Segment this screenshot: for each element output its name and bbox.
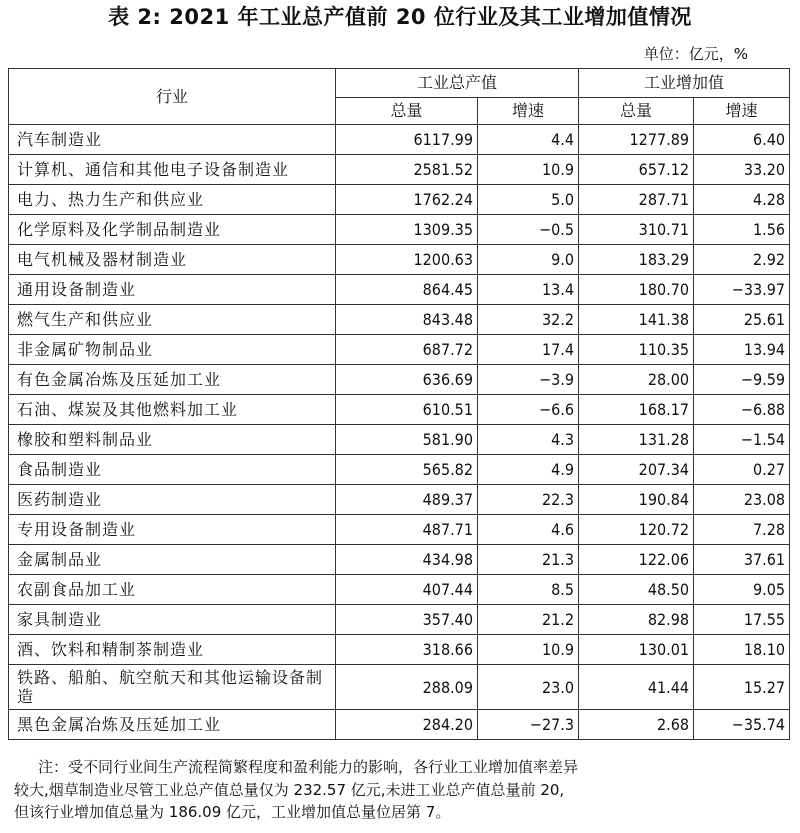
industry-name: 金属制品业	[9, 545, 336, 575]
output-growth: −3.9	[478, 365, 579, 395]
va-growth: 37.61	[694, 545, 790, 575]
output-total: 357.40	[336, 605, 478, 635]
va-total: 310.71	[579, 215, 694, 245]
va-growth: 0.27	[694, 455, 790, 485]
output-growth: 8.5	[478, 575, 579, 605]
output-total: 318.66	[336, 635, 478, 665]
industry-name: 计算机、通信和其他电子设备制造业	[9, 155, 336, 185]
industry-name: 石油、煤炭及其他燃料加工业	[9, 395, 336, 425]
output-total: 284.20	[336, 710, 478, 740]
industry-name: 酒、饮料和精制茶制造业	[9, 635, 336, 665]
output-growth: 4.4	[478, 125, 579, 155]
industry-name: 医药制造业	[9, 485, 336, 515]
output-total: 487.71	[336, 515, 478, 545]
va-total: 657.12	[579, 155, 694, 185]
output-total: 610.51	[336, 395, 478, 425]
industry-name: 家具制造业	[9, 605, 336, 635]
industry-name: 橡胶和塑料制品业	[9, 425, 336, 455]
table-row	[9, 395, 790, 425]
output-total: 864.45	[336, 275, 478, 305]
industry-name: 电力、热力生产和供应业	[9, 185, 336, 215]
footnote-line: 较大,烟草制造业尽管工业总产值总量仅为 232.57 亿元,未进工业总产值总量前 20,	[14, 780, 565, 799]
output-growth: 21.3	[478, 545, 579, 575]
table-row	[9, 575, 790, 605]
va-total: 122.06	[579, 545, 694, 575]
output-growth: 21.2	[478, 605, 579, 635]
table-row	[9, 635, 790, 665]
va-growth: 9.05	[694, 575, 790, 605]
table-row	[9, 245, 790, 275]
table-row	[9, 365, 790, 395]
va-growth: 18.10	[694, 635, 790, 665]
footnote-line: 但该行业增加值总量为 186.09 亿元，工业增加值总量位居第 7。	[14, 803, 451, 821]
output-total: 2581.52	[336, 155, 478, 185]
output-growth: 13.4	[478, 275, 579, 305]
output-growth: −27.3	[478, 710, 579, 740]
value-added-header: 工业增加值	[579, 69, 790, 98]
output-growth: 32.2	[478, 305, 579, 335]
va-growth: 13.94	[694, 335, 790, 365]
output-total: 6117.99	[336, 125, 478, 155]
output-total: 843.48	[336, 305, 478, 335]
table-row	[9, 215, 790, 245]
va-total: 141.38	[579, 305, 694, 335]
va-growth: 17.55	[694, 605, 790, 635]
va-total: 41.44	[579, 665, 694, 710]
output-total: 1762.24	[336, 185, 478, 215]
industry-name: 汽车制造业	[9, 125, 336, 155]
industry-name: 铁路、船舶、航空航天和其他运输设备制造	[9, 665, 336, 710]
output-total: 407.44	[336, 575, 478, 605]
va-growth: −33.97	[694, 275, 790, 305]
output-total: 565.82	[336, 455, 478, 485]
footnote	[14, 756, 784, 824]
output-total: 687.72	[336, 335, 478, 365]
va-growth: −9.59	[694, 365, 790, 395]
table-row	[9, 185, 790, 215]
va-growth: 2.92	[694, 245, 790, 275]
va-growth: 7.28	[694, 515, 790, 545]
output-growth: −6.6	[478, 395, 579, 425]
output-growth: 5.0	[478, 185, 579, 215]
industry-name: 食品制造业	[9, 455, 336, 485]
industry-name: 燃气生产和供应业	[9, 305, 336, 335]
industry-name: 电气机械及器材制造业	[9, 245, 336, 275]
table-row	[9, 125, 790, 155]
table-row	[9, 485, 790, 515]
output-growth: 4.9	[478, 455, 579, 485]
table-title: 表 2: 2021 年工业总产值前 20 位行业及其工业增加值情况	[108, 5, 692, 29]
table-row	[9, 155, 790, 185]
output-total: 1309.35	[336, 215, 478, 245]
output-growth: 4.3	[478, 425, 579, 455]
output-total: 288.09	[336, 665, 478, 710]
output-total: 489.37	[336, 485, 478, 515]
va-total: 1277.89	[579, 125, 694, 155]
table-row	[9, 275, 790, 305]
output-total: 581.90	[336, 425, 478, 455]
output-growth: 17.4	[478, 335, 579, 365]
output-total: 636.69	[336, 365, 478, 395]
va-total-header: 总量	[579, 98, 694, 125]
table-row	[9, 425, 790, 455]
va-growth: 4.28	[694, 185, 790, 215]
va-growth: 6.40	[694, 125, 790, 155]
va-growth: 33.20	[694, 155, 790, 185]
output-growth: 4.6	[478, 515, 579, 545]
industry-name: 农副食品加工业	[9, 575, 336, 605]
va-growth: −6.88	[694, 395, 790, 425]
output-growth: 10.9	[478, 155, 579, 185]
output-growth: −0.5	[478, 215, 579, 245]
output-total: 1200.63	[336, 245, 478, 275]
va-growth: −1.54	[694, 425, 790, 455]
va-total: 131.28	[579, 425, 694, 455]
table-row	[9, 545, 790, 575]
output-growth: 9.0	[478, 245, 579, 275]
va-total: 110.35	[579, 335, 694, 365]
va-total: 120.72	[579, 515, 694, 545]
va-total: 48.50	[579, 575, 694, 605]
output-total-header: 总量	[336, 98, 478, 125]
output-growth: 23.0	[478, 665, 579, 710]
va-growth-header: 增速	[694, 98, 790, 125]
industry-name: 黑色金属冶炼及压延加工业	[9, 710, 336, 740]
va-total: 2.68	[579, 710, 694, 740]
industry-name: 专用设备制造业	[9, 515, 336, 545]
table-row	[9, 605, 790, 635]
output-total: 434.98	[336, 545, 478, 575]
va-growth: −35.74	[694, 710, 790, 740]
va-total: 28.00	[579, 365, 694, 395]
va-total: 190.84	[579, 485, 694, 515]
va-growth: 25.61	[694, 305, 790, 335]
va-total: 180.70	[579, 275, 694, 305]
table-row	[9, 665, 790, 710]
industry-name: 通用设备制造业	[9, 275, 336, 305]
va-total: 130.01	[579, 635, 694, 665]
gross-output-header: 工业总产值	[336, 69, 579, 98]
table-row	[9, 305, 790, 335]
va-total: 287.71	[579, 185, 694, 215]
va-growth: 15.27	[694, 665, 790, 710]
va-total: 207.34	[579, 455, 694, 485]
output-growth: 22.3	[478, 485, 579, 515]
va-growth: 1.56	[694, 215, 790, 245]
industry-name: 非金属矿物制品业	[9, 335, 336, 365]
va-total: 183.29	[579, 245, 694, 275]
output-growth: 10.9	[478, 635, 579, 665]
table-row	[9, 455, 790, 485]
footnote-line: 注：受不同行业间生产流程简繁程度和盈利能力的影响，各行业工业增加值率差异	[38, 758, 579, 776]
table-row	[9, 515, 790, 545]
industry-name: 化学原料及化学制品制造业	[9, 215, 336, 245]
va-growth: 23.08	[694, 485, 790, 515]
table-row	[9, 710, 790, 740]
output-growth-header: 增速	[478, 98, 579, 125]
industry-name: 有色金属冶炼及压延加工业	[9, 365, 336, 395]
industry-table	[8, 68, 790, 740]
table-row	[9, 335, 790, 365]
industry-header: 行业	[9, 69, 336, 125]
va-total: 168.17	[579, 395, 694, 425]
va-total: 82.98	[579, 605, 694, 635]
unit-label: 单位：亿元，%	[643, 45, 748, 63]
